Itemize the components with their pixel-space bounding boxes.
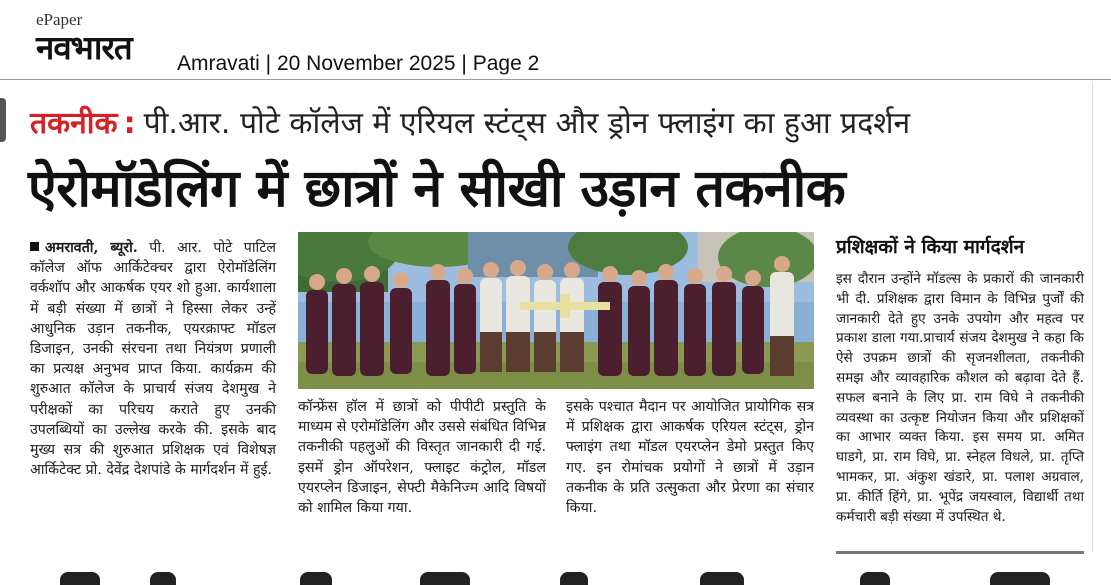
article-column-3: इसके पश्चात मैदान पर आयोजित प्रायोगिक सत्र में प्रशिक्षक द्वारा आकर्षक एरियल स्टंट्स, ड्रोन फ्लाइंग तथा मॉडल एयरप्लेन डेमो प्रस्तुत किए गए. इन रोमांचक प्रयोगों ने छात्रों में उड़ान तकनीक के प्रति उत्सुकता और प्रेरणा का संचार किया. bbox=[566, 399, 814, 517]
brand-small-label: ePaper bbox=[36, 10, 83, 29]
header-divider bbox=[0, 79, 1111, 80]
epaper-header bbox=[0, 0, 1111, 80]
kicker-label: तकनीक bbox=[30, 106, 118, 141]
next-headline-strip bbox=[0, 566, 1111, 585]
article-column-4: इस दौरान उन्होंने मॉडल्स के प्रकारों की जानकारी भी दी. प्रशिक्षक द्वारा विमान के विभिन्न पुर्जों की जानकारी देते हुए उनके उपयोग और महत्व पर प्रकाश डाला गया.प्राचार्य संजय देशमुख ने कहा कि ऐसे उपक्रम छात्रों की सृजनशीलता, तकनीकी समझ और व्यावहारिक कौशल को बढ़ावा देते हैं. सफल बनाने के लिए प्रा. राम विघे ने तकनीकी व्यवस्था का उत्कृष्ट नियोजन किया और प्रशिक्षकों का आभार व्यक्त किया. इस समय प्रा. अमित घाडगे, प्रा. राम विघे, प्रा. स्नेहल विधले, प्रा. तृप्ति भामकर, प्रा. अंकुश खंडारे, प्रा. पलाश अग्रवाल, प्रा. कीर्ति हिंगे, प्रा. भूपेंद्र जयस्वाल, विद्यार्थी तथा कर्मचारी बड़ी संख्या में उपस्थित थे. bbox=[836, 271, 1084, 525]
column-1-text: पी. आर. पोटे पाटिल कॉलेज ऑफ आर्किटेक्चर द्वारा ऐरोमॉडेलिंग वर्कशॉप और आकर्षक एयर शो हुआ. कार्यशाला में बड़ी संख्या में छात्रों ने हिस्सा लेकर उन्हें आधुनिक उड़ान तकनीक, एयरक्राफ्ट मॉडल डिजाइन, उनकी संरचना तथा नियंत्रण प्रणाली का प्रत्यक्ष अनुभव प्राप्त किया. कार्यक्रम की शुरुआत कॉलेज के प्राचार्य संजय देशमुख ने परीक्षकों का परिचय कराते हुए उनकी उपलब्धियों का उल्लेख करके की. इसके बाद मुख्य सत्र की शुरुआत प्रशिक्षक एवं विशेषज्ञ आर्किटेक्ट प्रो. देवेंद्र देशपांडे के मार्गदर्शन में हुई. bbox=[30, 240, 276, 479]
article-headline: ऐरोमॉडेलिंग में छात्रों ने सीखी उड़ान तकनीक bbox=[28, 159, 846, 219]
edition-line: Amravati | 20 November 2025 | Page 2 bbox=[177, 52, 540, 75]
article-column-1 bbox=[30, 238, 276, 480]
article-column-2: कॉन्फ्रेंस हॉल में छात्रों को पीपीटी प्रस्तुति के माध्यम से एरोमॉडेलिंग और उससे संबंधित विभिन्न तकनीकी पहलुओं की विस्तृत जानकारी दी गई. इसमें ड्रोन ऑपरेशन, फ्लाइट कंट्रोल, मॉडल एयरप्लेन डिजाइन, सेफ्टी मैकेनिज्म आदि विषयों को शामिल किया गया. bbox=[298, 399, 546, 517]
adjacent-article-edge bbox=[1101, 90, 1111, 550]
article-kicker bbox=[30, 102, 1090, 146]
group-photo-illustration bbox=[298, 232, 814, 389]
kicker-separator: : bbox=[123, 106, 136, 141]
article-photo[interactable] bbox=[298, 232, 814, 389]
page-edge-tab[interactable] bbox=[0, 98, 6, 142]
column-divider bbox=[1092, 82, 1093, 552]
dateline-bullet-icon bbox=[30, 242, 39, 251]
column-end-rule bbox=[836, 551, 1084, 554]
article-subhead: प्रशिक्षकों ने किया मार्गदर्शन bbox=[836, 236, 1025, 258]
brand-logo[interactable]: नवभारत bbox=[36, 28, 132, 67]
kicker-text: पी.आर. पोटे कॉलेज में एरियल स्टंट्स और ड्रोन फ्लाइंग का हुआ प्रदर्शन bbox=[143, 106, 911, 141]
dateline: अमरावती, ब्यूरो. bbox=[45, 240, 138, 256]
